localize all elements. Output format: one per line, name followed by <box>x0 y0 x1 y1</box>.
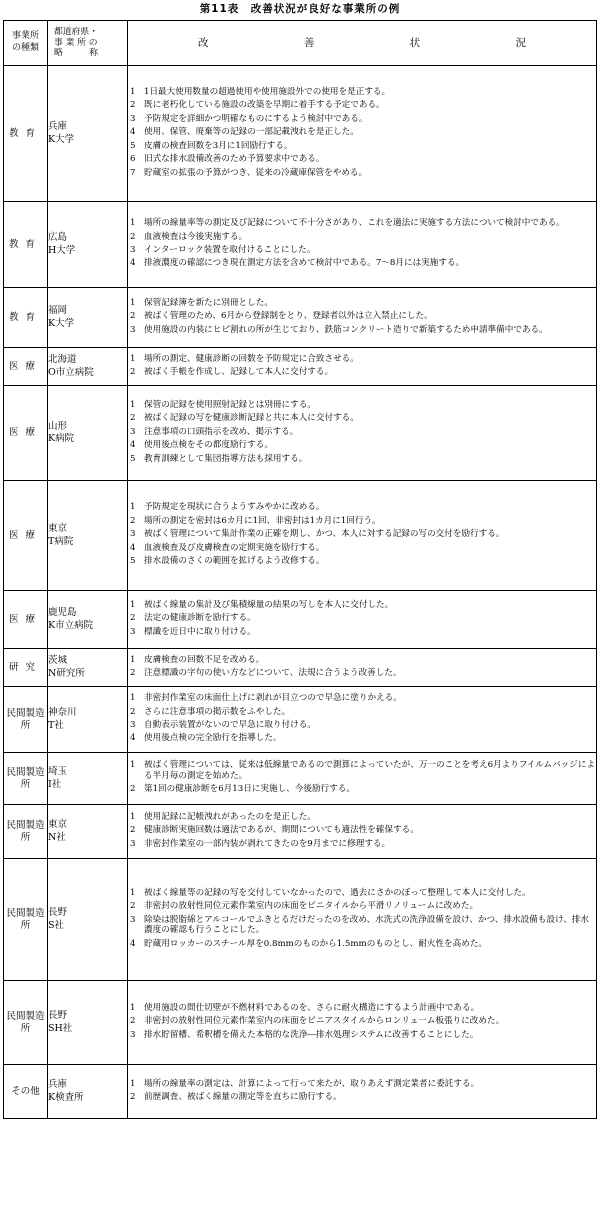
list-item <box>128 354 596 364</box>
facility-abbr: K大学 <box>48 317 75 329</box>
list-item <box>128 939 596 949</box>
item-number: 4 <box>130 440 136 451</box>
facility-name <box>48 348 128 386</box>
improvement-list <box>128 655 596 679</box>
facility-type <box>4 981 48 1065</box>
header-type-line1: 事業所 <box>11 31 39 42</box>
facility-type-label: 教育 <box>8 127 42 139</box>
facility-type-label: 民間製造所 <box>6 766 45 790</box>
item-number: 2 <box>130 613 136 624</box>
facility-type <box>4 649 48 687</box>
list-item <box>128 1003 596 1013</box>
facility-type-label: 民間製造所 <box>6 819 45 843</box>
improvement-list <box>128 888 596 949</box>
facility-abbr: K病院 <box>48 433 75 444</box>
header-status-char: 状 <box>409 36 421 49</box>
facility-abbr: S社 <box>48 919 65 931</box>
item-text: 非密封の放射性同位元素作業室内の床面をビニアスタイルからロンリュ一ム板張りに改めた。 <box>144 1016 505 1027</box>
list-item <box>128 707 596 717</box>
list-item <box>128 668 596 678</box>
item-text: 被ばく線量等の記録の写を交付していなかったので、過去にさかのぼって整理して本人に交付した。 <box>144 887 531 898</box>
facility-type <box>4 348 48 386</box>
list-item <box>128 901 596 911</box>
item-text: 健康診断実施回数は適法であるが、期間についても適法性を確保する。 <box>144 825 419 836</box>
header-name-line2: 事 業 所 の <box>54 37 98 48</box>
item-number: 1 <box>130 760 136 771</box>
facility-type <box>4 805 48 859</box>
item-text: 貯蔵室の拡張の予算がつき、従来の冷蔵庫保管をやめる。 <box>144 167 368 178</box>
item-text: 非密封の放射性同位元素作業室内の床面をビニタイルから平滑リノリュームに改めた。 <box>144 901 479 912</box>
item-number: 3 <box>130 426 136 437</box>
facility-type <box>4 66 48 202</box>
improvement-table <box>3 20 597 1119</box>
list-item <box>128 298 596 308</box>
item-number: 4 <box>130 127 136 138</box>
item-number: 2 <box>130 100 136 111</box>
prefecture: 福岡 <box>48 305 68 317</box>
list-item <box>128 100 596 110</box>
item-text: 排液濃度の確認につき現在測定方法を含めて検討中である。7～8月には実施する。 <box>144 258 465 269</box>
item-number: 1 <box>130 811 136 822</box>
header-type-line2: の種類 <box>11 43 39 53</box>
item-text: 保管の記録を使用照射記録とは別冊にする。 <box>144 399 316 410</box>
table-row <box>4 202 597 288</box>
list-item <box>128 839 596 849</box>
prefecture: 北海道 <box>48 354 77 366</box>
prefecture: 山形 <box>48 420 68 432</box>
facility-type-label: 教育 <box>8 238 42 250</box>
facility-type-label: 医療 <box>8 360 42 372</box>
item-number: 3 <box>130 838 136 849</box>
improvement-status <box>128 753 597 805</box>
item-number: 3 <box>130 626 136 637</box>
item-number: 5 <box>130 556 136 567</box>
improvement-status <box>128 981 597 1065</box>
item-number: 1 <box>130 599 136 610</box>
header-name-line1: 都道府県・ <box>54 27 98 38</box>
item-text: 使用後点検をその都度励行する。 <box>144 440 273 451</box>
item-number: 2 <box>130 311 136 322</box>
improvement-status <box>128 859 597 981</box>
improvement-status <box>128 1065 597 1119</box>
list-item <box>128 1016 596 1026</box>
item-number: 5 <box>130 453 136 464</box>
item-number: 1 <box>130 218 136 229</box>
list-item <box>128 367 596 377</box>
item-number: 2 <box>130 231 136 242</box>
item-text: 血液検査及び皮膚検査の定期実施を励行する。 <box>144 542 325 553</box>
facility-name <box>48 981 128 1065</box>
item-text: 標識を近日中に取り付ける。 <box>144 626 256 637</box>
facility-type <box>4 288 48 348</box>
item-text: 予防規定を詳細かつ明確なものにするよう検討中である。 <box>144 113 368 124</box>
item-text: 排水設備のさくの範囲を拡げるよう改修する。 <box>144 556 325 567</box>
header-status-char: 況 <box>515 36 526 49</box>
facility-type-label: 民間製造所 <box>6 707 45 731</box>
item-text: 被ばく管理のため、6月から登録制をとり、登録者以外は立入禁止にした。 <box>144 311 433 322</box>
item-number: 4 <box>130 542 136 553</box>
item-text: 使用、保管、廃棄等の記録の一部記載洩れを是正した。 <box>144 127 359 138</box>
facility-abbr: H大学 <box>48 244 76 256</box>
list-item <box>128 258 596 268</box>
improvement-list <box>128 87 596 178</box>
item-text: 非密封作業室の一部内装が剥れてきたのを9月までに修理する。 <box>144 838 391 849</box>
table-body <box>4 66 597 1119</box>
improvement-list <box>128 1079 596 1103</box>
table-row <box>4 481 597 591</box>
prefecture: 埼玉 <box>48 766 68 778</box>
facility-abbr: T社 <box>48 719 64 731</box>
facility-abbr: I社 <box>48 778 62 790</box>
list-item <box>128 915 596 936</box>
item-number: 1 <box>130 1002 136 1013</box>
item-number: 4 <box>130 258 136 269</box>
improvement-list <box>128 218 596 269</box>
facility-abbr: K市立病院 <box>48 619 94 631</box>
improvement-status <box>128 481 597 591</box>
item-text: 排水貯留槽、希釈槽を備えた本格的な洗浄―排水処理システムに改善することにした。 <box>144 1029 479 1040</box>
list-item <box>128 454 596 464</box>
improvement-status <box>128 687 597 753</box>
item-text: 貯蔵用ロッカーのスチール厚を0.8mmのものから1.5mmのものとし、耐火性を高めた。 <box>144 938 488 949</box>
improvement-list <box>128 760 596 794</box>
facility-type <box>4 591 48 649</box>
header-status-char: 改 <box>198 36 209 49</box>
item-text: 被ばく手帳を作成し、記録して本人に交付する。 <box>144 367 334 377</box>
item-number: 2 <box>130 1092 136 1102</box>
facility-type-label: 民間製造所 <box>6 1010 45 1034</box>
table-row <box>4 753 597 805</box>
facility-type <box>4 481 48 591</box>
list-item <box>128 613 596 623</box>
item-number: 2 <box>130 515 136 526</box>
list-item <box>128 556 596 566</box>
facility-name <box>48 649 128 687</box>
item-text: 注意事項の口頭指示を改め、掲示する。 <box>144 426 299 437</box>
table-header-row <box>4 21 597 66</box>
improvement-status <box>128 348 597 386</box>
list-item <box>128 87 596 97</box>
facility-abbr: O市立病院 <box>48 366 94 378</box>
item-number: 1 <box>130 297 136 308</box>
facility-type-label: 民間製造所 <box>6 907 45 931</box>
list-item <box>128 627 596 637</box>
list-item <box>128 114 596 124</box>
prefecture: 広島 <box>48 232 68 244</box>
facility-name <box>48 859 128 981</box>
improvement-status <box>128 386 597 481</box>
table-title: 第11表 改善状況が良好な事業所の例 <box>199 3 401 15</box>
list-item <box>128 127 596 137</box>
list-item <box>128 529 596 539</box>
facility-type-label: 医療 <box>8 613 42 625</box>
item-number: 3 <box>130 529 136 540</box>
item-number: 5 <box>130 140 136 151</box>
facility-type-label: 医療 <box>8 427 42 439</box>
item-text: 教育訓練として集団指導方法も採用する。 <box>144 453 308 464</box>
facility-name <box>48 386 128 481</box>
list-item <box>128 154 596 164</box>
item-text: 1日最大使用数量の超過使用や使用施設外での使用を是正する。 <box>144 86 391 97</box>
facility-type-label: 研究 <box>8 661 42 673</box>
prefecture: 長野 <box>48 907 68 919</box>
list-item <box>128 784 596 794</box>
item-number: 2 <box>130 825 136 836</box>
list-item <box>128 1030 596 1040</box>
item-text: インターロック装置を取付けることにした。 <box>144 245 316 255</box>
item-text: 使用施設の内装にヒビ割れの所が生じており、鉄筋コンクリート造りで新築するため申請準備中である。 <box>144 324 548 335</box>
item-number: 2 <box>130 1016 136 1027</box>
item-number: 3 <box>130 720 136 730</box>
prefecture: 東京 <box>48 523 68 535</box>
table-row <box>4 805 597 859</box>
facility-name <box>48 591 128 649</box>
facility-type <box>4 1065 48 1119</box>
item-text: 非密封作業室の床面仕上げに剥れが目立つので早急に塗りかえる。 <box>144 693 402 704</box>
improvement-list <box>128 1003 596 1040</box>
item-number: 1 <box>130 399 136 410</box>
prefecture: 東京 <box>48 819 68 831</box>
item-text: 注意標識の字句の使い方などについて、法規に合うよう改善した。 <box>144 668 402 678</box>
list-item <box>128 245 596 255</box>
item-text: 皮膚検査の回数不足を改める。 <box>144 654 265 665</box>
item-number: 1 <box>130 86 136 97</box>
item-text: 被ばく記録の写を健康診断記録と共に本人に交付する。 <box>144 413 359 424</box>
facility-type <box>4 687 48 753</box>
item-number: 1 <box>130 1078 136 1089</box>
item-number: 2 <box>130 413 136 424</box>
list-item <box>128 502 596 512</box>
improvement-status <box>128 288 597 348</box>
item-text: 場所の測定、健康診断の回数を予防規定に合致させる。 <box>144 353 359 364</box>
item-number: 2 <box>130 367 136 377</box>
item-number: 7 <box>130 167 136 178</box>
item-text: 被ばく管理については、従来は低線量であるので測算によっていたが、万一のことを考え6月よりフイルムバッジによる半月毎の測定を始めた。 <box>144 760 596 781</box>
item-number: 4 <box>130 938 136 949</box>
item-text: 保管記録簿を新たに別冊とした。 <box>144 297 273 308</box>
list-item <box>128 427 596 437</box>
list-item <box>128 400 596 410</box>
item-number: 2 <box>130 784 136 795</box>
facility-name <box>48 288 128 348</box>
facility-type-label: 医療 <box>8 529 42 541</box>
item-text: 第1回の健康診断を6月13日に実施し、今後励行する。 <box>144 784 355 795</box>
item-number: 1 <box>130 887 136 898</box>
table-row <box>4 687 597 753</box>
facility-name <box>48 1065 128 1119</box>
list-item <box>128 141 596 151</box>
table-row <box>4 591 597 649</box>
improvement-status <box>128 202 597 288</box>
item-number: 3 <box>130 1029 136 1040</box>
item-text: 場所の線量率等の測定及び記録について不十分さがあり、これを適法に実施する方法について検討中である。 <box>144 218 565 229</box>
list-item <box>128 1092 596 1102</box>
item-number: 4 <box>130 733 136 744</box>
table-row <box>4 1065 597 1119</box>
item-text: 除染は脱脂綿とアルコールでふきとるだけだったのを改め、水洗式の洗浄設備を設け、かつ、排水設備も設け、排水濃度の確認も行うことにした。 <box>144 914 589 936</box>
improvement-list <box>128 812 596 849</box>
item-text: 被ばく線量の集計及び集積線量の結果の写しを本人に交付した。 <box>144 599 394 610</box>
facility-abbr: N研究所 <box>48 667 85 679</box>
table-row <box>4 66 597 202</box>
item-number: 3 <box>130 324 136 335</box>
item-number: 2 <box>130 668 136 678</box>
list-item <box>128 812 596 822</box>
facility-abbr: N社 <box>48 831 66 843</box>
facility-name <box>48 202 128 288</box>
facility-name <box>48 753 128 805</box>
improvement-status <box>128 66 597 202</box>
list-item <box>128 760 596 781</box>
header-name <box>48 21 128 66</box>
table-row <box>4 288 597 348</box>
header-name-line3: 略 称 <box>54 48 98 59</box>
prefecture: 長野 <box>48 1010 68 1022</box>
header-status-char: 善 <box>303 36 315 49</box>
improvement-list <box>128 600 596 637</box>
improvement-list <box>128 354 596 378</box>
facility-type <box>4 386 48 481</box>
list-item <box>128 733 596 743</box>
improvement-list <box>128 502 596 566</box>
facility-name <box>48 481 128 591</box>
item-number: 2 <box>130 706 136 717</box>
item-text: 法定の健康診断を励行する。 <box>144 613 256 624</box>
table-row <box>4 981 597 1065</box>
item-text: 皮膚の検査回数を3月に1回励行する。 <box>144 140 293 151</box>
facility-name <box>48 66 128 202</box>
improvement-list <box>128 693 596 744</box>
list-item <box>128 655 596 665</box>
table-row <box>4 386 597 481</box>
item-text: 使用記録に記帳洩れがあったのを是正した。 <box>144 811 316 822</box>
facility-name <box>48 805 128 859</box>
improvement-status <box>128 591 597 649</box>
item-number: 1 <box>130 502 136 513</box>
item-number: 3 <box>130 245 136 255</box>
item-number: 1 <box>130 654 136 665</box>
facility-abbr: SH社 <box>48 1022 73 1034</box>
list-item <box>128 825 596 835</box>
item-number: 2 <box>130 901 136 912</box>
list-item <box>128 168 596 178</box>
list-item <box>128 720 596 730</box>
prefecture: 神奈川 <box>48 707 77 719</box>
list-item <box>128 888 596 898</box>
list-item <box>128 440 596 450</box>
prefecture: 鹿児島 <box>48 607 77 619</box>
list-item <box>128 218 596 228</box>
facility-name <box>48 687 128 753</box>
item-text: 前歴調査、被ばく線量の測定等を直ちに励行する。 <box>144 1092 342 1102</box>
prefecture: 兵庫 <box>48 121 68 133</box>
prefecture: 兵庫 <box>48 1079 68 1091</box>
facility-type <box>4 202 48 288</box>
item-text: 使用後点検の完全励行を指導した。 <box>144 733 282 744</box>
facility-abbr: K大学 <box>48 133 75 145</box>
item-number: 3 <box>130 113 136 124</box>
list-item <box>128 693 596 703</box>
table-row <box>4 649 597 687</box>
header-status <box>128 21 597 66</box>
list-item <box>128 413 596 423</box>
improvement-list <box>128 400 596 464</box>
item-text: 自動表示装置がないので早急に取り付ける。 <box>144 720 316 730</box>
facility-abbr: T病院 <box>48 535 74 547</box>
item-text: 旧式な排水設備改善のため予算要求中である。 <box>144 154 325 165</box>
item-text: 場所の測定を密封は6カ月に1回、非密封は1カ月に1回行う。 <box>144 515 381 526</box>
table-row <box>4 348 597 386</box>
facility-abbr: K検査所 <box>48 1091 84 1103</box>
list-item <box>128 325 596 335</box>
list-item <box>128 543 596 553</box>
item-text: さらに注意事項の掲示数をふやした。 <box>144 706 291 717</box>
item-text: 被ばく管理について集計作業の正確を期し、かつ、本人に対する記録の写の交付を励行する。 <box>144 529 505 540</box>
item-text: 場所の線量率の測定は、計算によって行って来たが、取りあえず測定業者に委託する。 <box>144 1078 480 1089</box>
list-item <box>128 600 596 610</box>
list-item <box>128 1079 596 1089</box>
facility-type <box>4 753 48 805</box>
list-item <box>128 311 596 321</box>
table-row <box>4 859 597 981</box>
facility-type <box>4 859 48 981</box>
improvement-status <box>128 805 597 859</box>
facility-type-label: 教育 <box>8 311 42 323</box>
list-item <box>128 232 596 242</box>
list-item <box>128 516 596 526</box>
prefecture: 茨城 <box>48 655 68 667</box>
item-text: 血液検査は今後実施する。 <box>144 231 248 242</box>
item-text: 既に老朽化している施設の改築を早期に着手する予定である。 <box>144 100 385 111</box>
item-number: 1 <box>130 353 136 364</box>
item-text: 予防規定を現状に合うようすみやかに改める。 <box>144 502 325 513</box>
facility-type-label: その他 <box>11 1085 40 1097</box>
item-number: 6 <box>130 154 136 165</box>
header-type <box>4 21 48 66</box>
improvement-status <box>128 649 597 687</box>
item-number: 1 <box>130 693 136 704</box>
improvement-list <box>128 298 596 335</box>
item-text: 使用施設の間仕切壁が不燃材料であるのを、さらに耐火構造にするよう計画中である。 <box>144 1002 480 1013</box>
item-number: 3 <box>130 914 136 925</box>
